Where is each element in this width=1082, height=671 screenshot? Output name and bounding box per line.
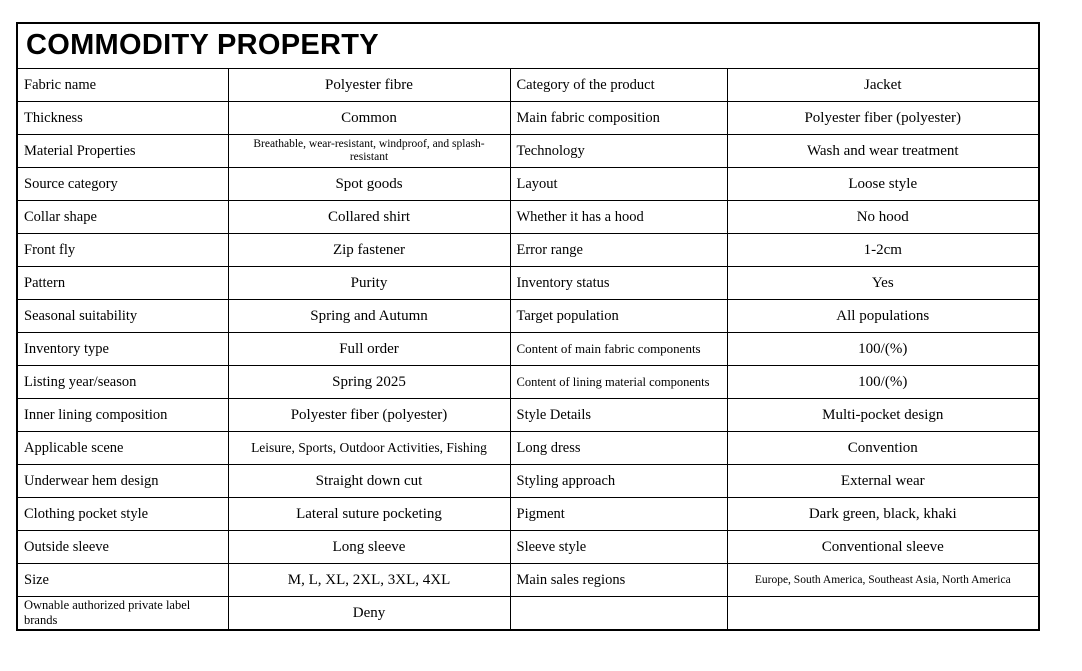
property-label-cell: Clothing pocket style <box>17 498 228 531</box>
property-value-cell: Collared shirt <box>228 201 510 234</box>
table-row <box>17 531 1039 564</box>
property-value-cell: Loose style <box>727 168 1039 201</box>
property-value-cell: 100/(%) <box>727 366 1039 399</box>
property-value-cell: Deny <box>228 597 510 630</box>
property-value-cell: Yes <box>727 267 1039 300</box>
property-label-cell: Underwear hem design <box>17 465 228 498</box>
property-label-cell: Ownable authorized private label brands <box>17 597 228 630</box>
property-table-body <box>17 69 1039 630</box>
property-label-cell: Listing year/season <box>17 366 228 399</box>
property-value-cell: Full order <box>228 333 510 366</box>
property-value-cell: Conventional sleeve <box>727 531 1039 564</box>
page-title: COMMODITY PROPERTY <box>17 23 1039 69</box>
property-label-cell: Inventory status <box>510 267 727 300</box>
table-row <box>17 168 1039 201</box>
property-value-cell: No hood <box>727 201 1039 234</box>
property-label-cell: Main sales regions <box>510 564 727 597</box>
property-value-cell: Lateral suture pocketing <box>228 498 510 531</box>
property-label-cell: Front fly <box>17 234 228 267</box>
table-row <box>17 135 1039 168</box>
property-value-cell: Common <box>228 102 510 135</box>
property-label-cell: Size <box>17 564 228 597</box>
table-row <box>17 300 1039 333</box>
table-row <box>17 432 1039 465</box>
title-row <box>17 23 1039 69</box>
property-label-cell <box>510 597 727 630</box>
property-label-cell: Styling approach <box>510 465 727 498</box>
property-label-cell: Pigment <box>510 498 727 531</box>
property-value-cell: Spot goods <box>228 168 510 201</box>
table-row <box>17 102 1039 135</box>
property-label-cell: Layout <box>510 168 727 201</box>
property-label-cell: Collar shape <box>17 201 228 234</box>
property-label-cell: Category of the product <box>510 69 727 102</box>
property-label-cell: Sleeve style <box>510 531 727 564</box>
property-value-cell: All populations <box>727 300 1039 333</box>
property-label-cell: Material Properties <box>17 135 228 168</box>
property-value-cell: Convention <box>727 432 1039 465</box>
table-row <box>17 234 1039 267</box>
property-label-cell: Error range <box>510 234 727 267</box>
property-label-cell: Pattern <box>17 267 228 300</box>
table-row <box>17 498 1039 531</box>
property-label-cell: Applicable scene <box>17 432 228 465</box>
property-value-cell <box>727 597 1039 630</box>
table-row <box>17 597 1039 630</box>
table-row <box>17 267 1039 300</box>
property-value-cell: Polyester fiber (polyester) <box>727 102 1039 135</box>
property-label-cell: Style Details <box>510 399 727 432</box>
property-label-cell: Long dress <box>510 432 727 465</box>
property-label-cell: Source category <box>17 168 228 201</box>
property-value-cell: Spring 2025 <box>228 366 510 399</box>
property-label-cell: Fabric name <box>17 69 228 102</box>
commodity-property-panel <box>16 22 1038 631</box>
property-value-cell: Europe, South America, Southeast Asia, North America <box>727 564 1039 597</box>
property-label-cell: Inventory type <box>17 333 228 366</box>
property-value-cell: External wear <box>727 465 1039 498</box>
table-row <box>17 201 1039 234</box>
property-label-cell: Main fabric composition <box>510 102 727 135</box>
property-value-cell: Leisure, Sports, Outdoor Activities, Fishing <box>228 432 510 465</box>
property-value-cell: Long sleeve <box>228 531 510 564</box>
property-value-cell: Spring and Autumn <box>228 300 510 333</box>
property-value-cell: Dark green, black, khaki <box>727 498 1039 531</box>
property-value-cell: Polyester fiber (polyester) <box>228 399 510 432</box>
property-value-cell: Purity <box>228 267 510 300</box>
property-label-cell: Inner lining composition <box>17 399 228 432</box>
property-label-cell: Seasonal suitability <box>17 300 228 333</box>
property-value-cell: 100/(%) <box>727 333 1039 366</box>
property-label-cell: Content of lining material components <box>510 366 727 399</box>
table-row <box>17 366 1039 399</box>
table-row <box>17 333 1039 366</box>
property-value-cell: 1-2cm <box>727 234 1039 267</box>
property-label-cell: Content of main fabric components <box>510 333 727 366</box>
property-value-cell: Straight down cut <box>228 465 510 498</box>
property-value-cell: Jacket <box>727 69 1039 102</box>
property-label-cell: Outside sleeve <box>17 531 228 564</box>
property-label-cell: Target population <box>510 300 727 333</box>
table-row <box>17 564 1039 597</box>
table-row <box>17 399 1039 432</box>
table-row <box>17 69 1039 102</box>
property-value-cell: Zip fastener <box>228 234 510 267</box>
property-label-cell: Whether it has a hood <box>510 201 727 234</box>
property-label-cell: Thickness <box>17 102 228 135</box>
property-value-cell: Multi-pocket design <box>727 399 1039 432</box>
property-label-cell: Technology <box>510 135 727 168</box>
property-value-cell: Wash and wear treatment <box>727 135 1039 168</box>
commodity-property-table <box>16 22 1040 631</box>
table-row <box>17 465 1039 498</box>
property-value-cell: Breathable, wear-resistant, windproof, and splash-resistant <box>228 135 510 168</box>
property-value-cell: M, L, XL, 2XL, 3XL, 4XL <box>228 564 510 597</box>
property-value-cell: Polyester fibre <box>228 69 510 102</box>
